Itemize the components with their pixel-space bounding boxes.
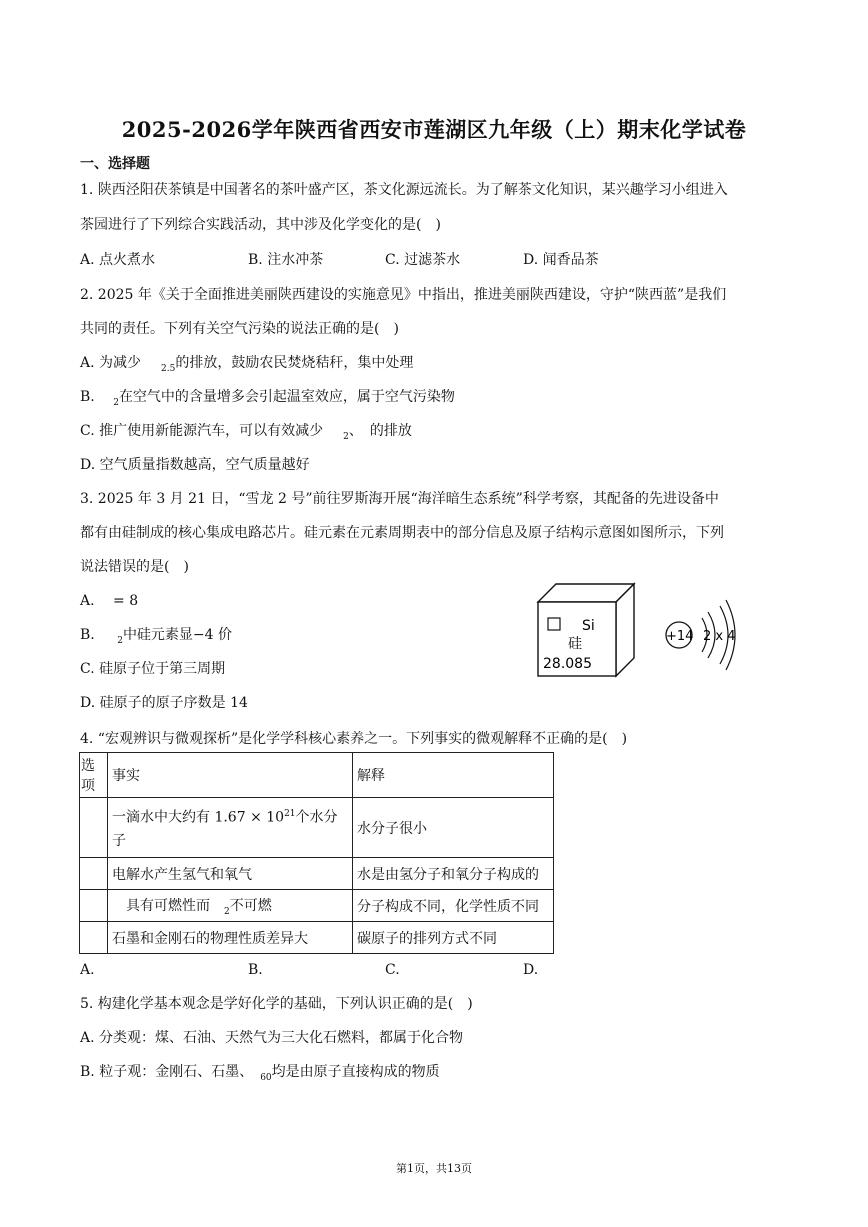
q3-option-b-post: 中硅元素显−4 价	[122, 627, 233, 643]
q1-option-d: D. 闻香品茶	[523, 252, 599, 268]
q2-option-b	[80, 388, 455, 412]
page-footer: 第1页，共13页	[396, 1162, 472, 1175]
q2-option-c-post: 、 的排放	[348, 423, 412, 439]
q3-stem-line3: 说法错误的是( )	[80, 559, 189, 575]
fact-text-pre: 一滴水中大约有 1.67 × 10	[112, 809, 285, 826]
q5-option-b-sub: 60	[260, 1072, 272, 1083]
q4-option-b: B.	[248, 962, 263, 978]
electron-shells: 2 x 4	[703, 629, 736, 644]
q2-option-b-pre: B.	[80, 389, 100, 405]
q1-stem-line2: 茶园进行了下列综合实践活动，其中涉及化学变化的是( )	[80, 217, 441, 233]
fact-exponent: 21	[284, 808, 296, 819]
q2-option-d: D. 空气质量指数越高，空气质量越好	[80, 457, 310, 473]
nucleus-charge: +14	[666, 629, 694, 644]
q2-option-a-post: 的排放，鼓励农民焚烧秸秆，集中处理	[175, 355, 414, 371]
q1-stem-line1: 1. 陕西泾阳茯茶镇是中国著名的茶叶盛产区，茶文化源远流长。为了解茶文化知识，某兴趣学习小组进入	[80, 182, 728, 198]
q3-stem-line2: 都有由硅制成的核心集成电路芯片。硅元素在元素周期表中的部分信息及原子结构示意图如图所示，下列	[80, 525, 724, 541]
table-cell-fact: 电解水产生氢气和氧气	[108, 858, 353, 890]
q2-stem-line1: 2. 2025 年《关于全面推进美丽陕西建设的实施意见》中指出，推进美丽陕西建设，守护“陕西蓝”是我们	[80, 287, 727, 303]
table-cell-explanation: 碳原子的排列方式不同	[353, 922, 554, 954]
q4-option-a: A.	[80, 962, 95, 978]
table-cell-option	[80, 798, 108, 858]
table-cell-fact	[108, 890, 353, 922]
table-cell-explanation: 水分子很小	[353, 798, 554, 858]
table-cell-explanation: 分子构成不同，化学性质不同	[353, 890, 554, 922]
table-cell-fact	[108, 798, 353, 858]
fact-text-post: 个水分子	[112, 809, 338, 850]
q3-stem-line1: 3. 2025 年 3 月 21 日，“雪龙 2 号”前往罗斯海开展“海洋暗生态系统”科学考察，其配备的先进设备中	[80, 491, 719, 507]
table-header-cell: 选项	[80, 753, 108, 798]
q5-option-b	[80, 1063, 440, 1087]
q1-option-a: A. 点火煮水	[80, 252, 156, 268]
q5-stem: 5. 构建化学基本观念是学好化学的基础，下列认识正确的是( )	[80, 996, 473, 1012]
q1-option-c: C. 过滤茶水	[385, 252, 461, 268]
fact-subscript: 2	[224, 906, 230, 917]
silicon-element-figure	[530, 576, 740, 686]
page-title: 2025-2026学年陕西省西安市莲湖区九年级（上）期末化学试卷	[121, 117, 747, 142]
table-cell-fact: 石墨和金刚石的物理性质差异大	[108, 922, 353, 954]
fact-text-pre: 具有可燃性而	[112, 897, 224, 914]
q2-option-c-sub: 2	[343, 431, 349, 442]
q4-stem: 4. “宏观辨识与微观探析”是化学学科核心素养之一。下列事实的微观解释不正确的是( )	[80, 731, 628, 747]
table-cell-option	[80, 922, 108, 954]
q4-option-c: C.	[385, 962, 400, 978]
q2-option-a-pre: A. 为减少	[80, 355, 142, 371]
q3-option-b-pre: B.	[80, 627, 100, 643]
q3-option-b	[80, 626, 232, 650]
q4-table	[79, 752, 554, 954]
q5-option-a: A. 分类观：煤、石油、天然气为三大化石燃料，都属于化合物	[80, 1030, 464, 1046]
q3-option-b-sub: 2	[117, 635, 123, 646]
q2-option-a-sub: 2.5	[161, 363, 176, 374]
table-cell-option	[80, 890, 108, 922]
q3-option-c: C. 硅原子位于第三周期	[80, 661, 226, 677]
table-row	[80, 922, 554, 954]
element-name: 硅	[568, 636, 582, 652]
table-cell-option	[80, 858, 108, 890]
atomic-mass: 28.085	[543, 656, 592, 672]
q2-option-b-sub: 2	[113, 397, 119, 408]
q4-option-d: D.	[523, 962, 539, 978]
fact-text-post: 不可燃	[229, 897, 272, 914]
table-row	[80, 890, 554, 922]
q3-option-a: A. = 8	[80, 593, 139, 609]
q3-option-d: D. 硅原子的原子序数是 14	[80, 695, 248, 711]
table-row	[80, 858, 554, 890]
table-header-cell: 事实	[108, 753, 353, 798]
table-header-row	[80, 753, 554, 798]
table-cell-explanation: 水是由氢分子和氧分子构成的	[353, 858, 554, 890]
q2-stem-line2: 共同的责任。下列有关空气污染的说法正确的是( )	[80, 321, 399, 337]
q2-option-c	[80, 422, 412, 446]
table-row	[80, 798, 554, 858]
q2-option-c-pre: C. 推广使用新能源汽车，可以有效减少	[80, 423, 324, 439]
section-heading: 一、选择题	[80, 156, 150, 172]
element-symbol: Si	[582, 618, 595, 634]
q2-option-a	[80, 354, 413, 378]
q1-option-b: B. 注水冲茶	[248, 252, 324, 268]
q5-option-b-pre: B. 粒子观：金刚石、石墨、	[80, 1064, 261, 1080]
q5-option-b-post: 均是由原子直接构成的物质	[271, 1064, 440, 1080]
q2-option-b-post: 在空气中的含量增多会引起温室效应，属于空气污染物	[118, 389, 455, 405]
table-header-cell: 解释	[353, 753, 554, 798]
